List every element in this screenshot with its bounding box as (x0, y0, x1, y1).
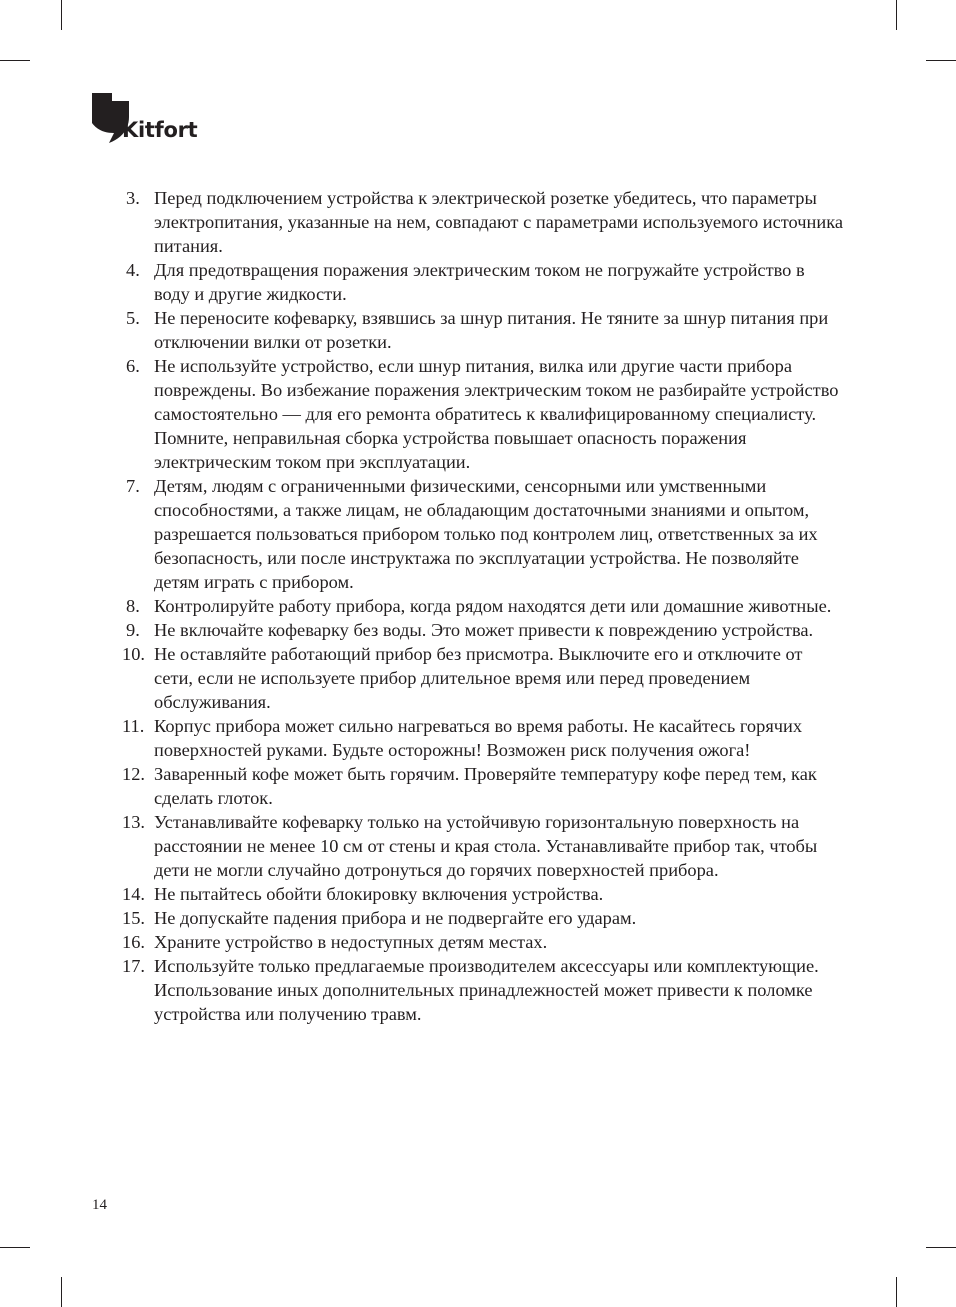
list-item-text: Заваренный кофе может быть горячим. Проверяйте температуру кофе перед тем, как сделать глоток. (154, 764, 817, 808)
crop-mark-top-left-vertical (61, 0, 62, 30)
list-item-text: Перед подключением устройства к электрической розетке убедитесь, что параметры электропитания, указанные на нем, совпадают с параметрами используемого источника питания. (154, 188, 844, 256)
list-item (122, 954, 844, 1026)
list-item-text: Устанавливайте кофеварку только на устойчивую горизонтальную поверхность на расстоянии не менее 10 см от стены и края стола. Устанавливайте прибор так, чтобы дети не могли случайно дотронуться до горячих поверхностей прибора. (154, 812, 818, 880)
list-item (122, 186, 844, 258)
list-item (122, 306, 844, 354)
list-item-number: 15. (122, 908, 145, 928)
page-number: 14 (92, 1197, 107, 1213)
list-item-number: 7. (126, 476, 140, 496)
list-item-text: Для предотвращения поражения электрическим током не погружайте устройство в воду и другие жидкости. (154, 260, 805, 304)
crop-mark-bottom-right-vertical (896, 1277, 897, 1307)
list-item-text: Храните устройство в недоступных детям местах. (154, 932, 548, 952)
list-item-text: Корпус прибора может сильно нагреваться во время работы. Не касайтесь горячих поверхностей руками. Будьте осторожны! Возможен риск получения ожога! (154, 716, 803, 760)
list-item-number: 8. (126, 596, 140, 616)
crop-mark-top-right-horizontal (926, 60, 956, 61)
list-item (122, 642, 844, 714)
list-item-number: 10. (122, 644, 145, 664)
list-item-number: 9. (126, 620, 140, 640)
list-item (122, 762, 844, 810)
list-item-text: Используйте только предлагаемые производителем аксессуары или комплектующие. Использование иных дополнительных принадлежностей может привести к поломке устройства или получению травм. (154, 956, 819, 1024)
list-item-number: 17. (122, 956, 145, 976)
list-item-number: 4. (126, 260, 140, 280)
list-item-number: 11. (122, 716, 145, 736)
list-item-number: 13. (122, 812, 145, 832)
list-item-number: 12. (122, 764, 145, 784)
list-item-text: Не допускайте падения прибора и не подвергайте его ударам. (154, 908, 637, 928)
list-item (122, 258, 844, 306)
list-item-number: 5. (126, 308, 140, 328)
crop-mark-top-left-horizontal (0, 60, 30, 61)
list-item-number: 6. (126, 356, 140, 376)
list-item (122, 618, 844, 642)
list-item-text: Контролируйте работу прибора, когда рядом находятся дети или домашние животные. (154, 596, 832, 616)
list-item (122, 594, 844, 618)
list-item-text: Не используйте устройство, если шнур питания, вилка или другие части прибора повреждены. Во избежание поражения электрическим током не разбирайте устройство самостоятельно — для его ремонта обратитесь к квалифицированному специалисту. Помните, неправильная сборка устройства повышает опасность поражения электрическим током при эксплуатации. (154, 356, 839, 472)
crop-mark-bottom-right-horizontal (926, 1247, 956, 1248)
safety-instructions-list (122, 186, 844, 1026)
list-item (122, 354, 844, 474)
list-item-text: Детям, людям с ограниченными физическими, сенсорными или умственными способностями, а также лицам, не обладающим достаточными знаниями и опытом, разрешается пользоваться прибором только под контролем лиц, ответственных за их безопасность, или после инструктажа по эксплуатации устройства. Не позволяйте детям играть с прибором. (154, 476, 818, 592)
list-item-number: 16. (122, 932, 145, 952)
crop-mark-bottom-left-horizontal (0, 1247, 30, 1248)
list-item (122, 882, 844, 906)
list-item (122, 714, 844, 762)
list-item (122, 810, 844, 882)
crop-mark-top-right-vertical (896, 0, 897, 30)
list-item (122, 906, 844, 930)
brand-logo (92, 93, 222, 149)
list-item-number: 3. (126, 188, 140, 208)
brand-name: Kitfort (122, 118, 198, 142)
list-item (122, 474, 844, 594)
list-item-number: 14. (122, 884, 145, 904)
list-item-text: Не пытайтесь обойти блокировку включения устройства. (154, 884, 604, 904)
list-item-text: Не включайте кофеварку без воды. Это может привести к повреждению устройства. (154, 620, 814, 640)
list-item (122, 930, 844, 954)
list-item-text: Не переносите кофеварку, взявшись за шнур питания. Не тяните за шнур питания при отключении вилки от розетки. (154, 308, 829, 352)
crop-mark-bottom-left-vertical (61, 1277, 62, 1307)
list-item-text: Не оставляйте работающий прибор без присмотра. Выключите его и отключите от сети, если не используете прибор длительное время или перед проведением обслуживания. (154, 644, 803, 712)
